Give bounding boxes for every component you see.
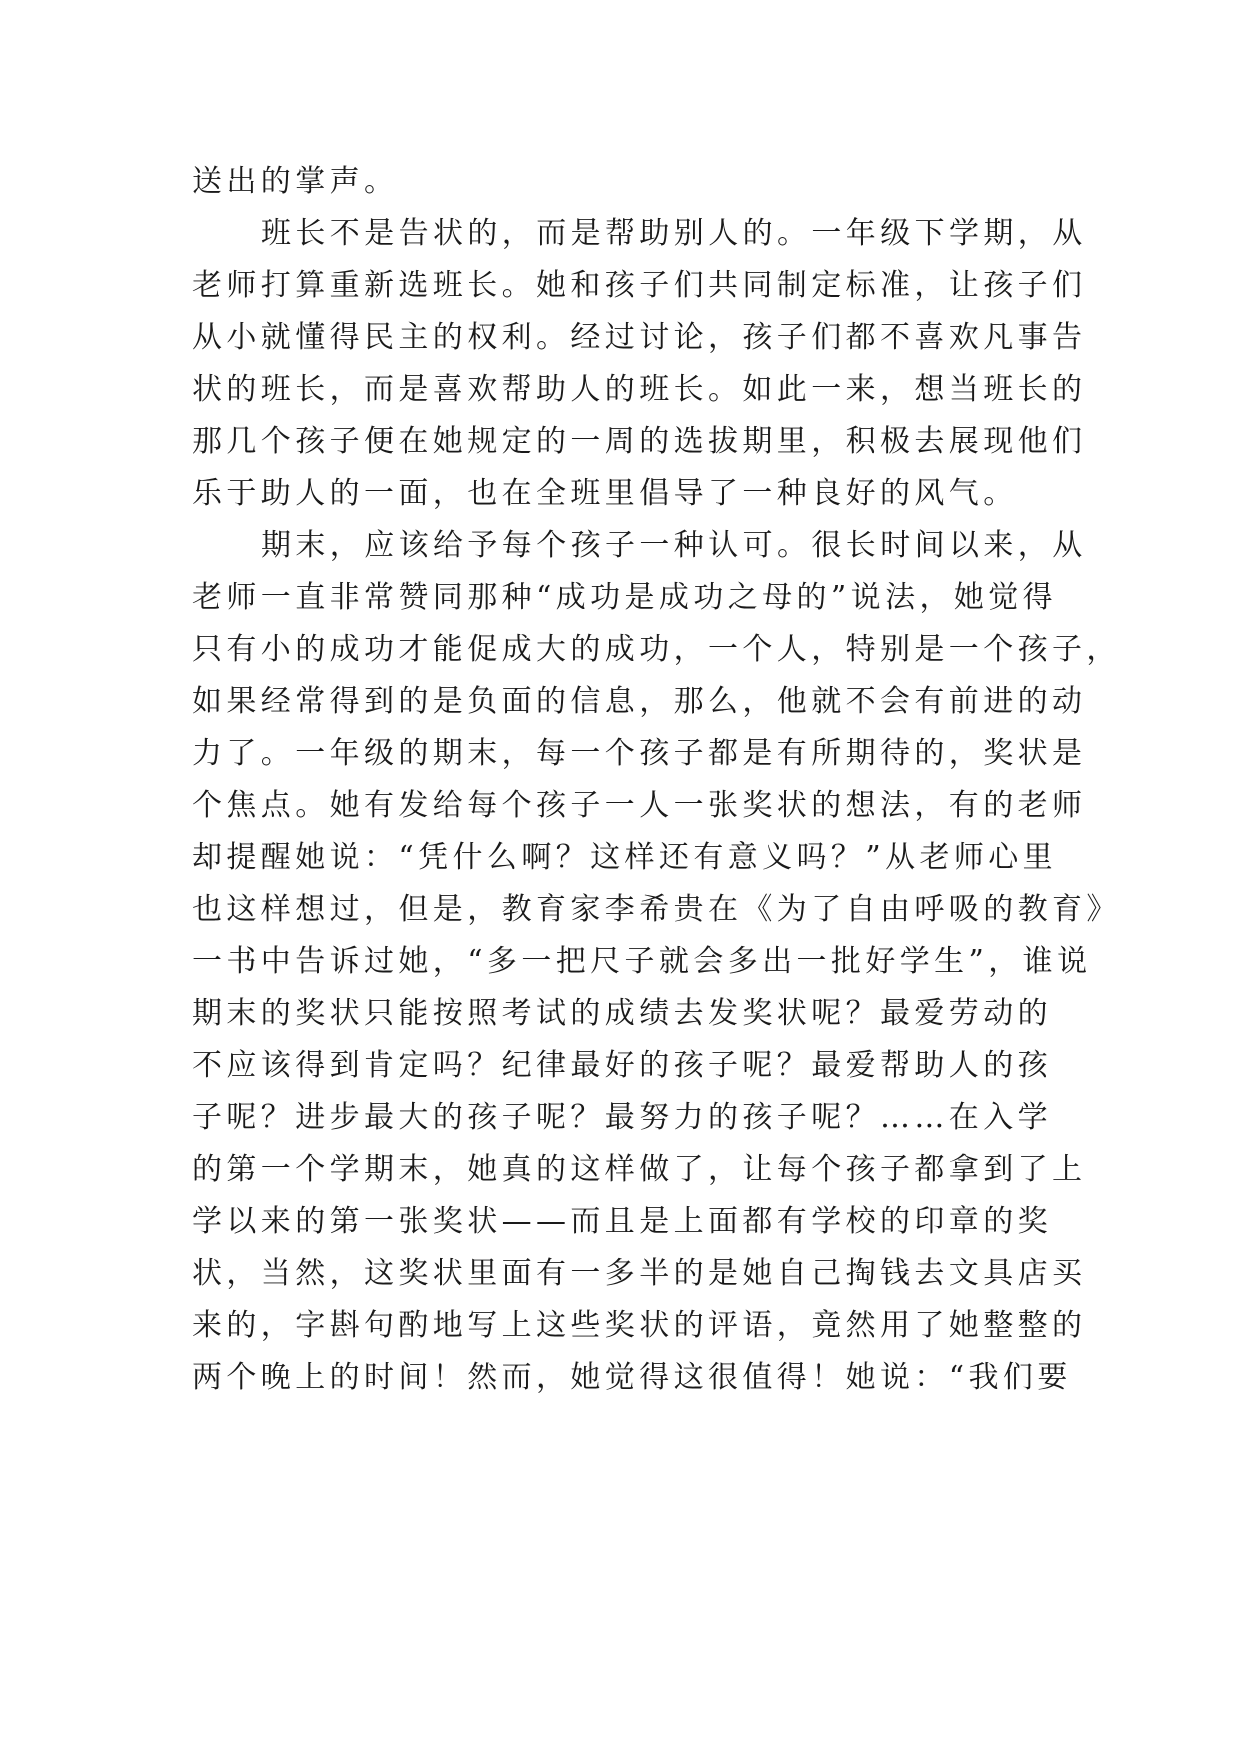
text-line: 状的班长，而是喜欢帮助人的班长。如此一来，想当班长的 bbox=[192, 372, 1087, 407]
text-line: 送出的掌声。 bbox=[192, 164, 399, 199]
text-line: 期末的奖状只能按照考试的成绩去发奖状呢？最爱劳动的 bbox=[192, 996, 1052, 1031]
text-line: 一书中告诉过她，“多一把尺子就会多出一批好学生”，谁说 bbox=[192, 944, 1092, 979]
text-line: 学以来的第一张奖状——而且是上面都有学校的印章的奖 bbox=[192, 1204, 1052, 1239]
text-line: 如果经常得到的是负面的信息，那么，他就不会有前进的动 bbox=[192, 684, 1087, 719]
text-line: 来的，字斟句酌地写上这些奖状的评语，竟然用了她整整的 bbox=[192, 1308, 1087, 1343]
body-text bbox=[192, 156, 1121, 1404]
text-line: 期末，应该给予每个孩子一种认可。很长时间以来，从 bbox=[261, 528, 1087, 563]
text-line: 子呢？进步最大的孩子呢？最努力的孩子呢？……在入学 bbox=[192, 1100, 1052, 1135]
text-line: 老师打算重新选班长。她和孩子们共同制定标准，让孩子们 bbox=[192, 268, 1087, 303]
text-line: 老师一直非常赞同那种“成功是成功之母的”说法，她觉得 bbox=[192, 580, 1058, 615]
text-line: 不应该得到肯定吗？纪律最好的孩子呢？最爱帮助人的孩 bbox=[192, 1048, 1052, 1083]
text-line: 状，当然，这奖状里面有一多半的是她自己掏钱去文具店买 bbox=[192, 1256, 1087, 1291]
text-line: 只有小的成功才能促成大的成功，一个人，特别是一个孩子， bbox=[192, 632, 1121, 667]
text-line: 从小就懂得民主的权利。经过讨论，孩子们都不喜欢凡事告 bbox=[192, 320, 1087, 355]
text-line: 那几个孩子便在她规定的一周的选拔期里，积极去展现他们 bbox=[192, 424, 1087, 459]
text-line: 也这样想过，但是，教育家李希贵在《为了自由呼吸的教育》 bbox=[192, 892, 1121, 927]
text-line: 个焦点。她有发给每个孩子一人一张奖状的想法，有的老师 bbox=[192, 788, 1087, 823]
text-line: 乐于助人的一面，也在全班里倡导了一种良好的风气。 bbox=[192, 476, 1018, 511]
text-line: 班长不是告状的，而是帮助别人的。一年级下学期，从 bbox=[261, 216, 1087, 251]
text-line: 两个晚上的时间！然而，她觉得这很值得！她说：“我们要 bbox=[192, 1360, 1072, 1395]
text-line: 力了。一年级的期末，每一个孩子都是有所期待的，奖状是 bbox=[192, 736, 1087, 771]
text-line: 却提醒她说：“凭什么啊？这样还有意义吗？”从老师心里 bbox=[192, 840, 1058, 875]
text-line: 的第一个学期末，她真的这样做了，让每个孩子都拿到了上 bbox=[192, 1152, 1087, 1187]
